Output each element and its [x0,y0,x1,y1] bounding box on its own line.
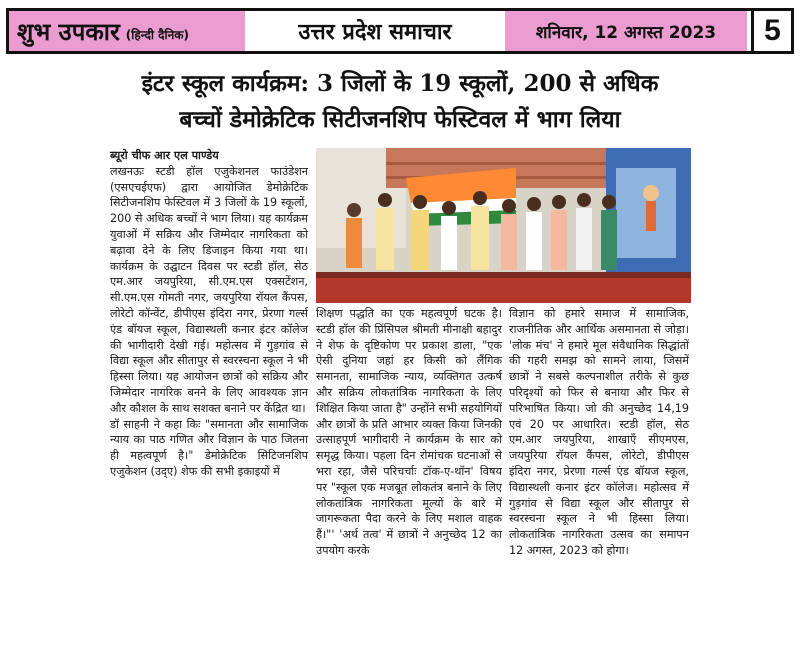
article-column-2 [316,306,502,559]
column-2-body: शिक्षण पद्धति का एक महत्वपूर्ण घटक है। स्टडी हॉल की प्रिंसिपल श्रीमती मीनाक्षी बहादुर ने शेफ के दृष्टिकोण पर प्रकाश डाला, "एक ऐसी दुनिया जहां हर किसी को लैंगिक समानता, सामाजिक न्याय, व्यक्तिगत उत्कर्ष और सक्रिय लोकतांत्रिक नागरिकता के लिए शिक्षित किया जाता है" उन्होंने सभी सहयोगियों और छात्रों के प्रति आभार व्यक्त किया जिनकी उत्साहपूर्ण भागीदारी ने कार्यक्रम के सार को समृद्ध किया। पहला दिन रोमांचक घटनाओं से भरा रहा, जैसे परिचर्चाः टॉक-ए-थॉन' विषय पर "स्कूल एक मजबूत लोकतंत्र बनाने के लिए लोकतांत्रिक नागरिकता मूल्यों के बारे में जागरूकता पैदा करने के लिए मशाल वाहक हैं।"' 'अर्थ तत्व' में छात्रों ने अनुच्छेद 12 का उपयोग करके [316,307,502,557]
column-1-body: लखनऊः स्टडी हॉल एजुकेशनल फाउंडेशन (एसएचईएफ) द्वारा आयोजित डेमोक्रेटिक सिटीजनशिप फेस्टिवल में 3 जिलों के 19 स्कूलों, 200 से अधिक बच्चों ने भाग लिया। यह कार्यक्रम युवाओं में सक्रिय और जिम्मेदार नागरिकता को बढ़ावा देने के लिए डिजाइन किया गया था। कार्यक्रम के उद्घाटन दिवस पर स्टडी हॉल, सेठ एम.आर जयपुरिया, सी.एम.एस एक्सटेंशन, सी.एम.एस गोमती नगर, जयपुरिया रॉयल कैंपस, लोरेटो कॉन्वेंट, डीपीएस इंदिरा नगर, प्रेरणा गर्ल्स एंड बॉयज स्कूल, विद्यास्थली कनार इंटर कॉलेज की भागीदारी देखी गई। महोत्सव में गुड़गांव से विद्या स्कूल और सीतापुर से स्वरस्चना स्कूल ने भी हिस्सा लिया। यह आयोजन छात्रों को सक्रिय और जिम्मेदार नागरिक बनने के लिए आवश्यक ज्ञान और कौशल के साथ सशक्त बनाने पर केंद्रित था। [110,164,308,415]
headline-line-2: बच्चों डेमोक्रेटिक सिटीजनशिप फेस्टिवल में भाग लिया [179,106,621,133]
issue-date: शनिवार, 12 अगस्त 2023 [535,22,717,43]
article-column-3 [509,306,689,559]
date-block [505,11,747,51]
event-photo [316,148,691,303]
column-3-body: विज्ञान को हमारे समाज में सामाजिक, राजनीतिक और आर्थिक असमानता से जोड़ा। 'लोक मंच' ने हमारे मूल संवैधानिक सिद्धांतों की गहरी समझ को सामने लाया, जिसमें छात्रों ने सबसे कल्पनाशील तरीके से कुछ परिदृश्यों को फिर से बनाया और फिर से परिभाषित किया। जो की अनुच्छेद 14,19 एवं 20 पर आधारित। स्टडी हॉल, सेठ एम.आर जयपुरिया, शाखाएँ सीएमएस, जयपुरिया रॉयल कैंपस, लोरेटो, डीपीएस इंदिरा नगर, प्रेरणा गर्ल्स एंड बॉयज स्कूल, विद्यास्थली कनार इंटर कॉलेज। महोत्सव में गुड़गांव से विद्या स्कूल और सीतापुर से स्वरस्चना स्कूल ने भी हिस्सा लिया। लोकतांत्रिक नागरिकता उत्सव का समापन 12 अगस्त, 2023 को होगा। [509,307,689,557]
masthead-brand-block [9,11,245,51]
section-title-block [245,11,505,51]
article-column-1 [110,148,308,480]
byline: ब्यूरो चीफ आर एल पाण्डेय [110,149,219,162]
section-title: उत्तर प्रदेश समाचार [298,19,452,45]
article-headline [40,66,760,138]
page-number-box [751,11,791,51]
masthead [6,8,794,54]
newspaper-name: शुभ उपकार [17,16,120,46]
column-1-quote: डॉ साहनी ने कहा किः "समानता और सामाजिक न्याय का पाठ गणित और विज्ञान के पाठ जितना ही महत्वपूर्ण है।" डेमोक्रेटिक सिटिजनशिप एजुकेशन (उद्ए) शेफ की सभी इकाइयों में [110,417,308,478]
headline-line-1: इंटर स्कूल कार्यक्रम: 3 जिलों के 19 स्कूलों, 200 से अधिक [141,70,659,97]
page-number: 5 [764,14,781,47]
newspaper-type: (हिन्दी दैनिक) [125,27,189,42]
